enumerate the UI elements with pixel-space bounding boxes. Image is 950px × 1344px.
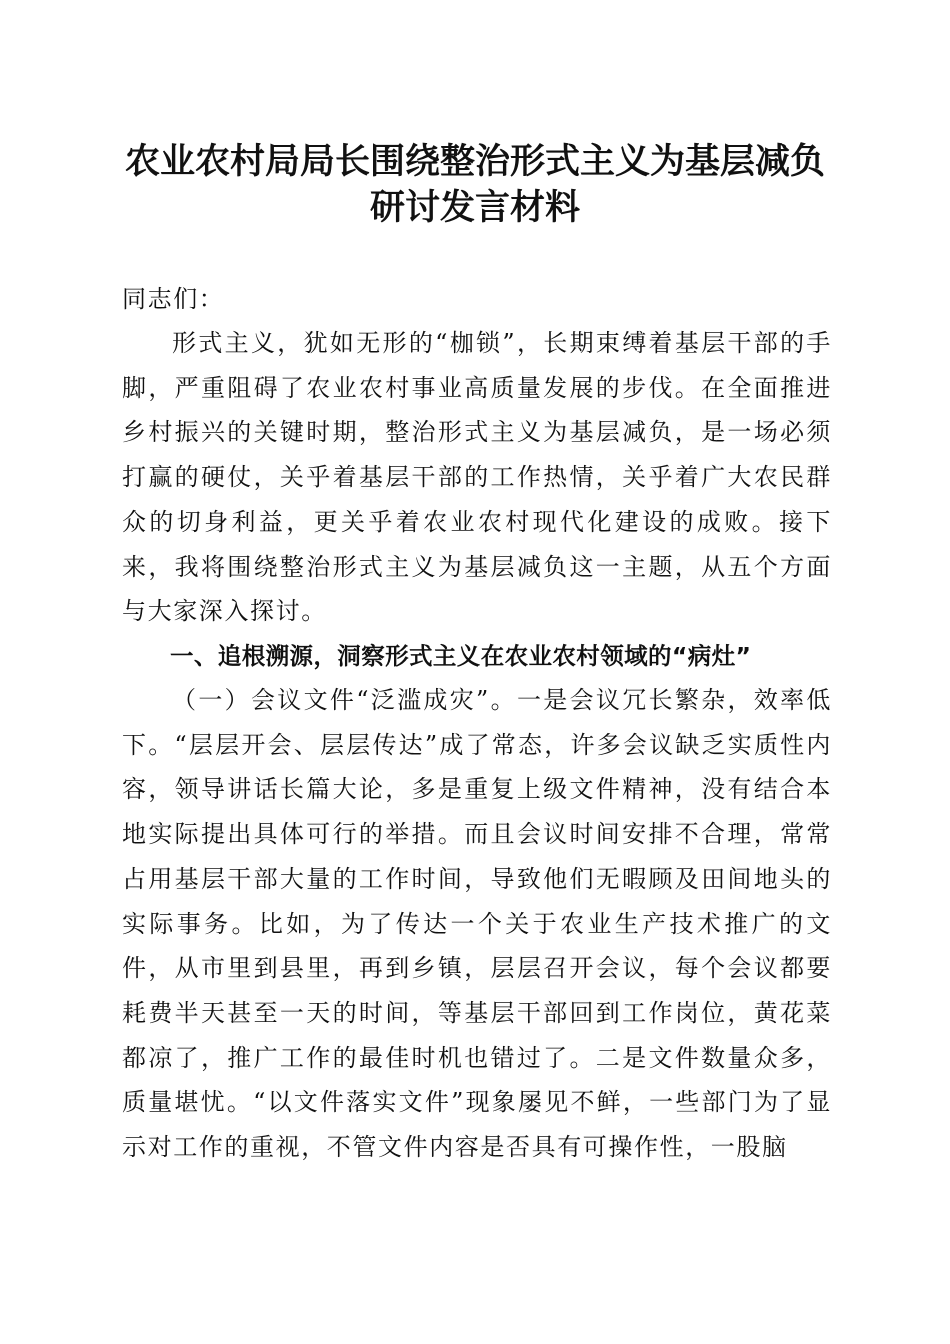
body-paragraph-2: （一）会议文件“泛滥成灾”。一是会议冗长繁杂，效率低下。“层层开会、层层传达”成了常态，许多会议缺乏实质性内容，领导讲话长篇大论，多是重复上级文件精神，没有结合本地实际提出具体可行的举措。而且会议时间安排不合理，常常占用基层干部大量的工作时间，导致他们无暇顾及田间地头的实际事务。比如，为了传达一个关于农业生产技术推广的文件，从市里到县里，再到乡镇，层层召开会议，每个会议都要耗费半天甚至一天的时间，等基层干部回到工作岗位，黄花菜都凉了，推广工作的最佳时机也错过了。二是文件数量众多，质量堪忧。“以文件落实文件”现象屡见不鲜，一些部门为了显示对工作的重视，不管文件内容是否具有可操作性，一股脑	[122, 686, 832, 1162]
section-heading-1: 一、追根溯源，洞察形式主义在农业农村领域的“病灶”	[170, 642, 752, 670]
document-title-line1: 农业农村局局长围绕整治形式主义为基层减负	[124, 142, 825, 182]
salutation: 同志们：	[122, 285, 225, 313]
intro-paragraph: 形式主义，犹如无形的“枷锁”，长期束缚着基层干部的手脚，严重阻碍了农业农村事业高质量发展的步伐。在全面推进乡村振兴的关键时期，整治形式主义为基层减负，是一场必须打赢的硬仗，关乎着基层干部的工作热情，关乎着广大农民群众的切身利益，更关乎着农业农村现代化建设的成败。接下来，我将围绕整治形式主义为基层减负这一主题，从五个方面与大家深入探讨。	[122, 329, 832, 626]
document-title-line2: 研讨发言材料	[369, 188, 580, 228]
